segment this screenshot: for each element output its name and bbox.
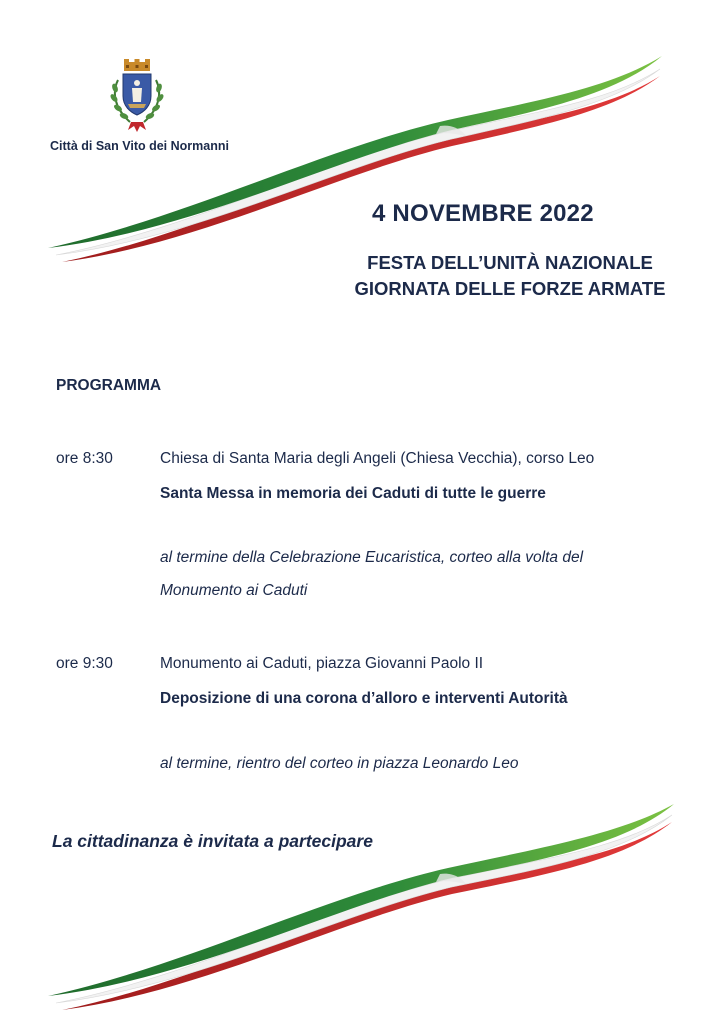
program-item-1-note-line-1: al termine della Celebrazione Eucaristica, corteo alla volta del — [160, 549, 584, 566]
program-item-1-place: Chiesa di Santa Maria degli Angeli (Chiesa Vecchia), corso Leo — [160, 450, 595, 467]
event-title-line-1: FESTA DELL’UNITÀ NAZIONALE — [367, 252, 653, 273]
city-name: Città di San Vito dei Normanni — [50, 139, 229, 153]
program-item-2-note-line-1: al termine, rientro del corteo in piazza Leonardo Leo — [160, 755, 519, 772]
invitation-text: La cittadinanza è invitata a partecipare — [52, 831, 373, 851]
coat-of-arms-icon — [104, 58, 170, 136]
program-item-2-place: Monumento ai Caduti, piazza Giovanni Paolo II — [160, 655, 484, 672]
program-item-1-time: ore 8:30 — [56, 450, 113, 467]
tricolor-ribbon-bottom — [0, 790, 724, 1030]
event-date: 4 NOVEMBRE 2022 — [372, 200, 594, 227]
program-item-2-time: ore 9:30 — [56, 655, 113, 672]
program-item-2-event: Deposizione di una corona d’alloro e interventi Autorità — [160, 690, 568, 707]
program-item-1-note-line-2: Monumento ai Caduti — [160, 582, 308, 599]
program-item-1-event: Santa Messa in memoria dei Caduti di tutte le guerre — [160, 485, 546, 502]
event-title-line-2: GIORNATA DELLE FORZE ARMATE — [354, 278, 666, 299]
event-title — [300, 250, 720, 302]
program-heading: PROGRAMMA — [56, 377, 162, 394]
